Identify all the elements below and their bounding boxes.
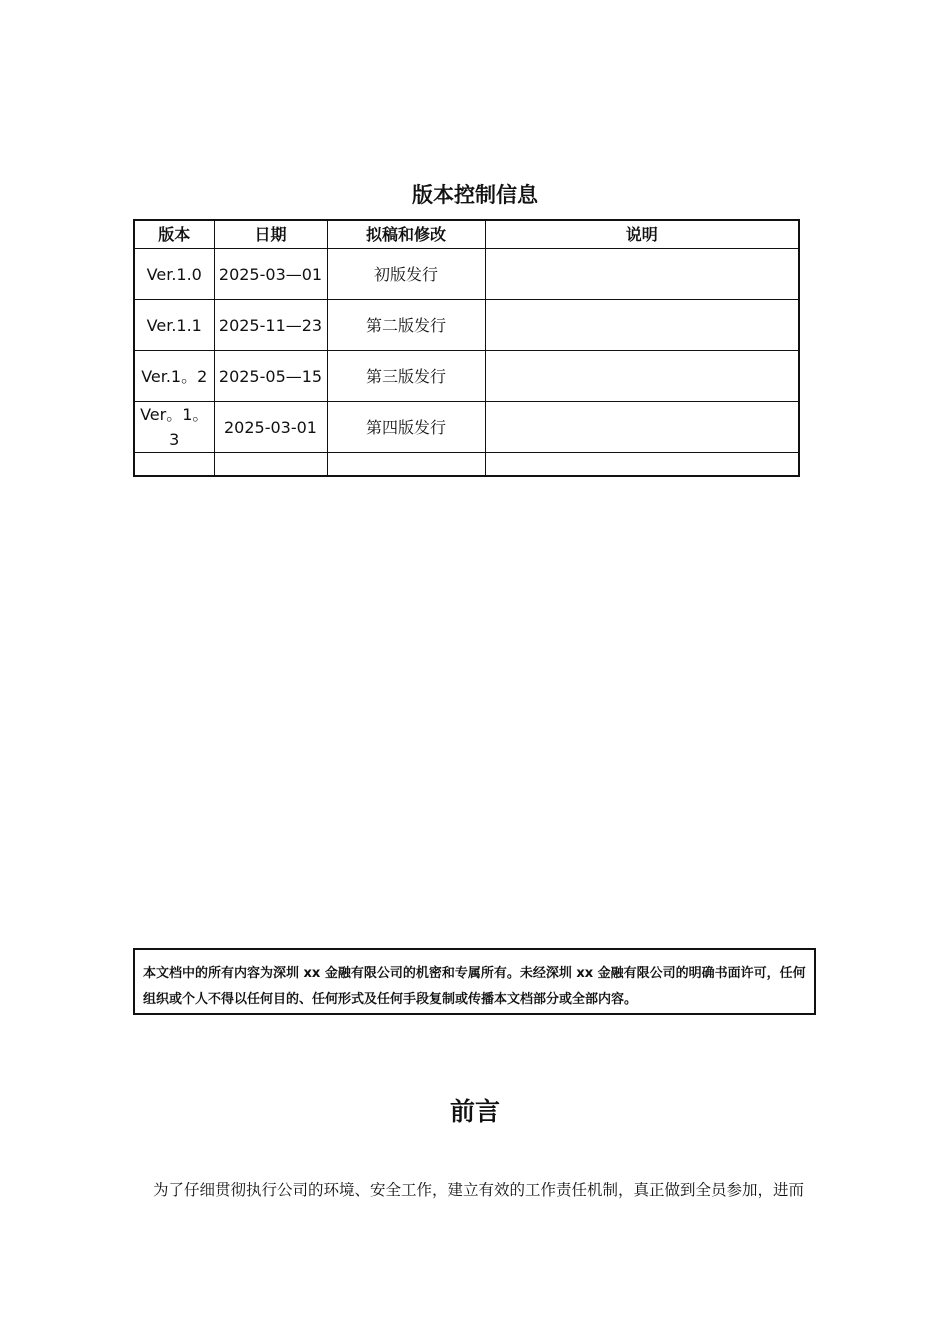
cell-date: 2025-11—23 — [214, 300, 327, 351]
cell-empty — [327, 453, 485, 477]
cell-note — [485, 351, 799, 402]
cell-change: 初版发行 — [327, 249, 485, 300]
version-control-table — [133, 219, 800, 477]
table-row — [134, 300, 799, 351]
cell-date: 2025-03—01 — [214, 249, 327, 300]
cell-note — [485, 249, 799, 300]
table-row-empty — [134, 453, 799, 477]
header-date: 日期 — [214, 220, 327, 249]
confidentiality-notice: 本文档中的所有内容为深圳 xx 金融有限公司的机密和专属所有。未经深圳 xx 金融有限公司的明确书面许可，任何组织或个人不得以任何目的、任何形式及任何手段复制或传播本文档部分或全部内容。 — [133, 948, 816, 1015]
preface-title: 前言 — [449, 1097, 500, 1126]
cell-empty — [214, 453, 327, 477]
header-author-change: 拟稿和修改 — [327, 220, 485, 249]
header-description: 说明 — [485, 220, 799, 249]
cell-change: 第二版发行 — [327, 300, 485, 351]
cell-version: Ver.1。2 — [134, 351, 214, 402]
table-row — [134, 249, 799, 300]
cell-note — [485, 300, 799, 351]
cell-date: 2025-03-01 — [214, 402, 327, 453]
cell-empty — [134, 453, 214, 477]
cell-date: 2025-05—15 — [214, 351, 327, 402]
cell-empty — [485, 453, 799, 477]
header-version: 版本 — [134, 220, 214, 249]
table-row — [134, 402, 799, 453]
cell-change: 第四版发行 — [327, 402, 485, 453]
cell-change: 第三版发行 — [327, 351, 485, 402]
table-row — [134, 351, 799, 402]
cell-version: Ver.1.0 — [134, 249, 214, 300]
preface-paragraph: 为了仔细贯彻执行公司的环境、安全工作，建立有效的工作责任机制，真正做到全员参加，进而 — [153, 1181, 805, 1199]
version-control-title: 版本控制信息 — [412, 183, 538, 207]
cell-version: Ver.1.1 — [134, 300, 214, 351]
table-header-row — [134, 220, 799, 249]
cell-note — [485, 402, 799, 453]
cell-version: Ver。1。3 — [134, 402, 214, 453]
